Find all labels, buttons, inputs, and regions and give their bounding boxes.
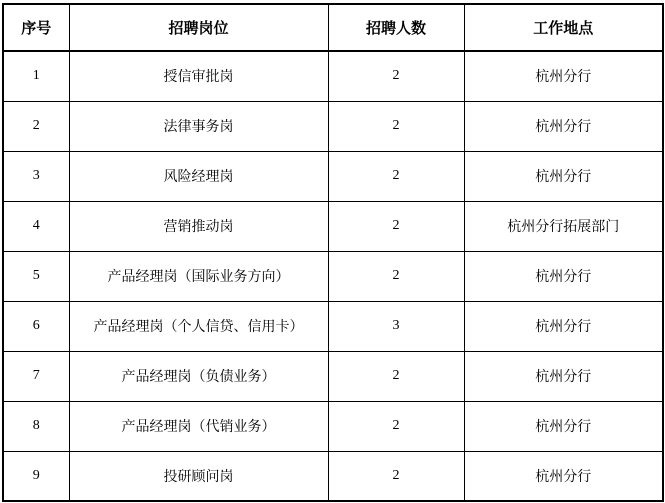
headcount-cell: 2: [328, 151, 464, 201]
header-position: 招聘岗位: [69, 4, 328, 51]
headcount-cell: 2: [328, 201, 464, 251]
table-row: [3, 451, 663, 501]
location-cell: 杭州分行: [464, 101, 663, 151]
location-cell: 杭州分行拓展部门: [464, 201, 663, 251]
headcount-cell: 3: [328, 301, 464, 351]
table-row: [3, 151, 663, 201]
serial-cell: 4: [3, 201, 69, 251]
table-row: [3, 101, 663, 151]
headcount-cell: 2: [328, 51, 464, 101]
serial-cell: 8: [3, 401, 69, 451]
location-cell: 杭州分行: [464, 301, 663, 351]
serial-cell: 3: [3, 151, 69, 201]
table-row: [3, 51, 663, 101]
serial-cell: 7: [3, 351, 69, 401]
table-body: [3, 51, 663, 501]
table-row: [3, 401, 663, 451]
header-headcount: 招聘人数: [328, 4, 464, 51]
header-row: [3, 4, 663, 51]
location-cell: 杭州分行: [464, 451, 663, 501]
table-row: [3, 351, 663, 401]
headcount-cell: 2: [328, 401, 464, 451]
position-cell: 产品经理岗（负债业务）: [69, 351, 328, 401]
table-row: [3, 301, 663, 351]
position-cell: 授信审批岗: [69, 51, 328, 101]
header-serial: 序号: [3, 4, 69, 51]
position-cell: 产品经理岗（代销业务）: [69, 401, 328, 451]
table-row: [3, 201, 663, 251]
position-cell: 产品经理岗（国际业务方向）: [69, 251, 328, 301]
serial-cell: 1: [3, 51, 69, 101]
recruitment-table: [2, 3, 664, 502]
table-row: [3, 251, 663, 301]
headcount-cell: 2: [328, 101, 464, 151]
serial-cell: 6: [3, 301, 69, 351]
location-cell: 杭州分行: [464, 401, 663, 451]
serial-cell: 9: [3, 451, 69, 501]
position-cell: 投研顾问岗: [69, 451, 328, 501]
header-location: 工作地点: [464, 4, 663, 51]
position-cell: 风险经理岗: [69, 151, 328, 201]
location-cell: 杭州分行: [464, 251, 663, 301]
serial-cell: 5: [3, 251, 69, 301]
position-cell: 营销推动岗: [69, 201, 328, 251]
headcount-cell: 2: [328, 251, 464, 301]
position-cell: 法律事务岗: [69, 101, 328, 151]
serial-cell: 2: [3, 101, 69, 151]
position-cell: 产品经理岗（个人信贷、信用卡）: [69, 301, 328, 351]
location-cell: 杭州分行: [464, 351, 663, 401]
location-cell: 杭州分行: [464, 51, 663, 101]
location-cell: 杭州分行: [464, 151, 663, 201]
headcount-cell: 2: [328, 451, 464, 501]
headcount-cell: 2: [328, 351, 464, 401]
